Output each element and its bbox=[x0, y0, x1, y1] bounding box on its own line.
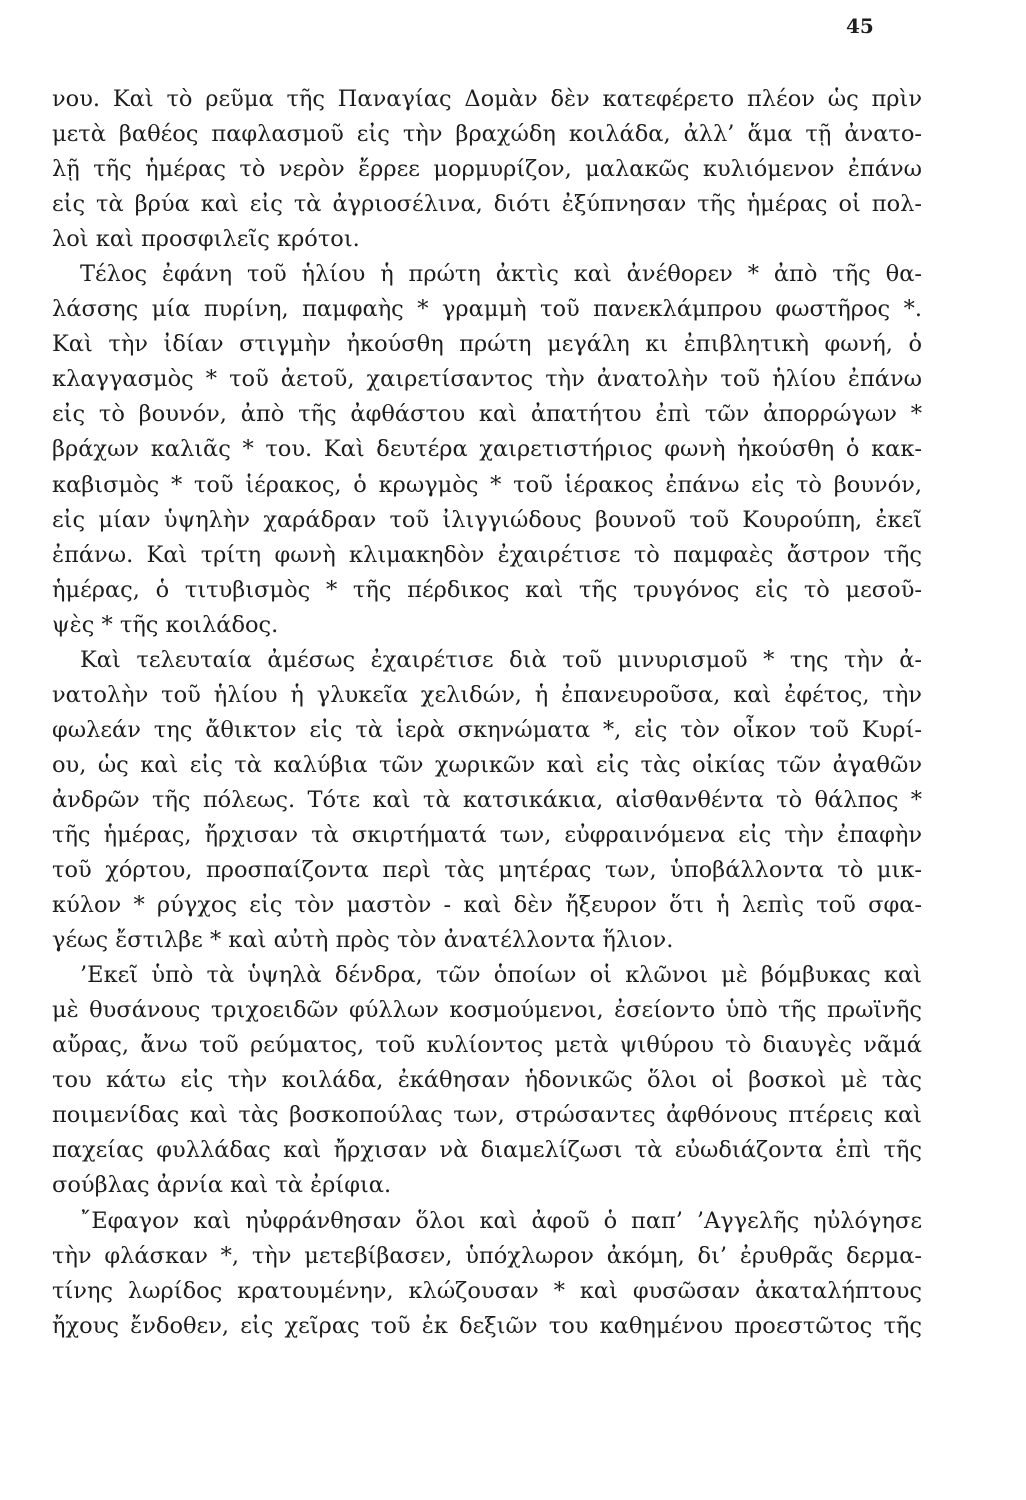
text-line: αὔρας, ἄνω τοῦ ρεύματος, τοῦ κυλίοντος μετὰ ψιθύρου τὸ διαυγὲς νᾶμά bbox=[52, 1032, 922, 1059]
text-line: ἤχους ἔνδοθεν, εἰς χεῖρας τοῦ ἐκ δεξιῶν του καθημένου προεστῶτος τῆς bbox=[52, 1312, 922, 1339]
text-line: φωλεάν της ἄθικτον εἰς τὰ ἱερὰ σκηνώματα *, εἰς τὸν οἶκον τοῦ Κυρί- bbox=[52, 716, 922, 743]
body-text bbox=[52, 82, 922, 1344]
text-line: ῎Εφαγον καὶ ηὐφράνθησαν ὅλοι καὶ ἀφοῦ ὁ παπ’ ’Αγγελῆς ηὐλόγησε bbox=[80, 1207, 922, 1234]
text-line: ποιμενίδας καὶ τὰς βοσκοπούλας των, στρώσαντες ἀφθόνους πτέρεις καὶ bbox=[52, 1102, 922, 1129]
text-line: λάσσης μία πυρίνη, παμφαὴς * γραμμὴ τοῦ πανεκλάμπρου φωστῆρος *. bbox=[52, 296, 922, 323]
text-line: τῆς ἡμέρας, ἤρχισαν τὰ σκιρτήματά των, εὐφραινόμενα εἰς τὴν ἐπαφὴν bbox=[52, 821, 922, 848]
page-number: 45 bbox=[846, 14, 874, 38]
text-line: Καὶ τὴν ἰδίαν στιγμὴν ἠκούσθη πρώτη μεγάλη κι ἐπιβλητικὴ φωνή, ὁ bbox=[52, 331, 922, 358]
text-line: Καὶ τελευταία ἀμέσως ἐχαιρέτισε διὰ τοῦ μινυρισμοῦ * της τὴν ἀ- bbox=[80, 646, 922, 673]
text-line: ’Εκεῖ ὑπὸ τὰ ὑψηλὰ δένδρα, τῶν ὁποίων οἱ κλῶνοι μὲ βόμβυκας καὶ bbox=[80, 962, 922, 989]
text-line: νου. Καὶ τὸ ρεῦμα τῆς Παναγίας Δομὰν δὲν κατεφέρετο πλέον ὡς πρὶν bbox=[52, 86, 922, 112]
text-line: ἡμέρας, ὁ τιτυβισμὸς * τῆς πέρδικος καὶ τῆς τρυγόνος εἰς τὸ μεσοῦ- bbox=[52, 576, 922, 603]
text-line: ψὲς * τῆς κοιλάδος. bbox=[52, 611, 279, 638]
text-line: τίνης λωρίδος κρατουμένην, κλώζουσαν * καὶ φυσῶσαν ἀκαταλήπτους bbox=[52, 1277, 922, 1304]
text-line: λῇ τῆς ἡμέρας τὸ νερὸν ἔρρεε μορμυρίζον, μαλακῶς κυλιόμενον ἐπάνω bbox=[52, 156, 922, 183]
text-line: τὴν φλάσκαν *, τὴν μετεβίβασεν, ὑπόχλωρον ἀκόμη, δι’ ἐρυθρᾶς δερμα- bbox=[52, 1242, 922, 1269]
text-line: Τέλος ἐφάνη τοῦ ἡλίου ἡ πρώτη ἀκτὶς καὶ ἀνέθορεν * ἀπὸ τῆς θα- bbox=[80, 261, 922, 288]
text-line: εἰς τὸ βουνόν, ἀπὸ τῆς ἀφθάστου καὶ ἀπατήτου ἐπὶ τῶν ἀπορρώγων * bbox=[52, 401, 922, 428]
text-line: κύλον * ρύγχος εἰς τὸν μαστὸν - καὶ δὲν ἤξευρον ὅτι ἡ λεπὶς τοῦ σφα- bbox=[52, 892, 922, 919]
text-line: κλαγγασμὸς * τοῦ ἀετοῦ, χαιρετίσαντος τὴν ἀνατολὴν τοῦ ἡλίου ἐπάνω bbox=[52, 366, 922, 393]
text-line: μετὰ βαθέος παφλασμοῦ εἰς τὴν βραχώδη κοιλάδα, ἀλλ’ ἅμα τῇ ἀνατο- bbox=[52, 121, 922, 148]
text-line: μὲ θυσάνους τριχοειδῶν φύλλων κοσμούμενοι, ἐσείοντο ὑπὸ τῆς πρωϊνῆς bbox=[52, 997, 922, 1024]
text-line: ου, ὡς καὶ εἰς τὰ καλύβια τῶν χωρικῶν καὶ εἰς τὰς οἰκίας τῶν ἀγαθῶν bbox=[52, 751, 922, 778]
text-line: εἰς μίαν ὑψηλὴν χαράδραν τοῦ ἰλιγγιώδους βουνοῦ τοῦ Κουρούπη, ἐκεῖ bbox=[52, 506, 922, 533]
text-line: γέως ἔστιλβε * καὶ αὐτὴ πρὸς τὸν ἀνατέλλοντα ἥλιον. bbox=[52, 927, 674, 954]
text-line: τοῦ χόρτου, προσπαίζοντα περὶ τὰς μητέρας των, ὑποβάλλοντα τὸ μικ- bbox=[52, 857, 922, 884]
text-line: του κάτω εἰς τὴν κοιλάδα, ἐκάθησαν ἡδονικῶς ὅλοι οἱ βοσκοὶ μὲ τὰς bbox=[52, 1067, 922, 1094]
text-line: λοὶ καὶ προσφιλεῖς κρότοι. bbox=[52, 226, 360, 253]
text-line: ἀνδρῶν τῆς πόλεως. Τότε καὶ τὰ κατσικάκια, αἰσθανθέντα τὸ θάλπος * bbox=[52, 786, 922, 813]
text-line: καβισμὸς * τοῦ ἱέρακος, ὁ κρωγμὸς * τοῦ ἱέρακος ἐπάνω εἰς τὸ βουνόν, bbox=[52, 471, 922, 498]
text-line: εἰς τὰ βρύα καὶ εἰς τὰ ἀγριοσέλινα, διότι ἐξύπνησαν τῆς ἡμέρας οἱ πολ- bbox=[52, 191, 922, 218]
text-line: ἐπάνω. Καὶ τρίτη φωνὴ κλιμακηδὸν ἐχαιρέτισε τὸ παμφαὲς ἄστρον τῆς bbox=[52, 541, 922, 568]
text-line: παχείας φυλλάδας καὶ ἤρχισαν νὰ διαμελίζωσι τὰ εὐωδιάζοντα ἐπὶ τῆς bbox=[52, 1137, 922, 1164]
text-line: σούβλας ἀρνία καὶ τὰ ἐρίφια. bbox=[52, 1172, 392, 1199]
text-line: βράχων καλιᾶς * του. Καὶ δευτέρα χαιρετιστήριος φωνὴ ἠκούσθη ὁ κακ- bbox=[52, 436, 922, 463]
text-line: νατολὴν τοῦ ἡλίου ἡ γλυκεῖα χελιδών, ἡ ἐπανευροῦσα, καὶ ἐφέτος, τὴν bbox=[52, 681, 922, 708]
